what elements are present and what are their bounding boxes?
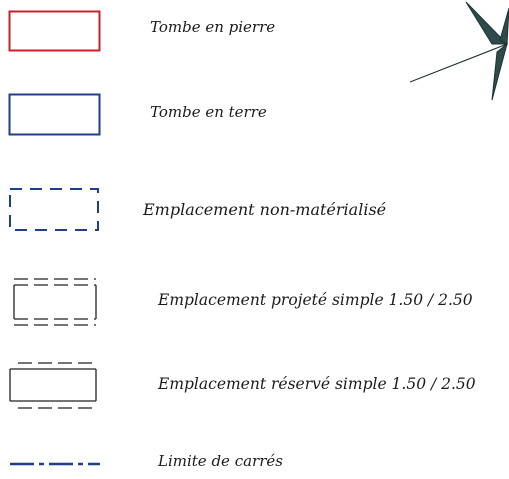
legend-item-tombe-terre bbox=[0, 93, 509, 136]
tombe-terre-symbol bbox=[8, 93, 102, 136]
legend-label: Limite de carrés bbox=[158, 452, 283, 470]
legend-label: Tombe en terre bbox=[150, 103, 267, 121]
legend-item-non-materialise bbox=[0, 187, 509, 233]
projete-symbol bbox=[8, 277, 102, 329]
legend-label: Emplacement réservé simple 1.50 / 2.50 bbox=[158, 375, 476, 393]
legend-item-projete bbox=[0, 277, 509, 329]
reserve-symbol bbox=[8, 361, 102, 411]
legend-label: Emplacement non-matérialisé bbox=[143, 200, 387, 219]
tombe-pierre-symbol bbox=[8, 10, 102, 52]
limite-symbol bbox=[8, 446, 102, 476]
legend-item-tombe-pierre bbox=[0, 10, 509, 52]
legend-item-reserve bbox=[0, 361, 509, 411]
non-materialise-symbol bbox=[8, 187, 102, 233]
legend-label: Tombe en pierre bbox=[150, 18, 276, 36]
legend-label: Emplacement projeté simple 1.50 / 2.50 bbox=[158, 291, 473, 309]
legend-item-limite bbox=[0, 446, 509, 476]
